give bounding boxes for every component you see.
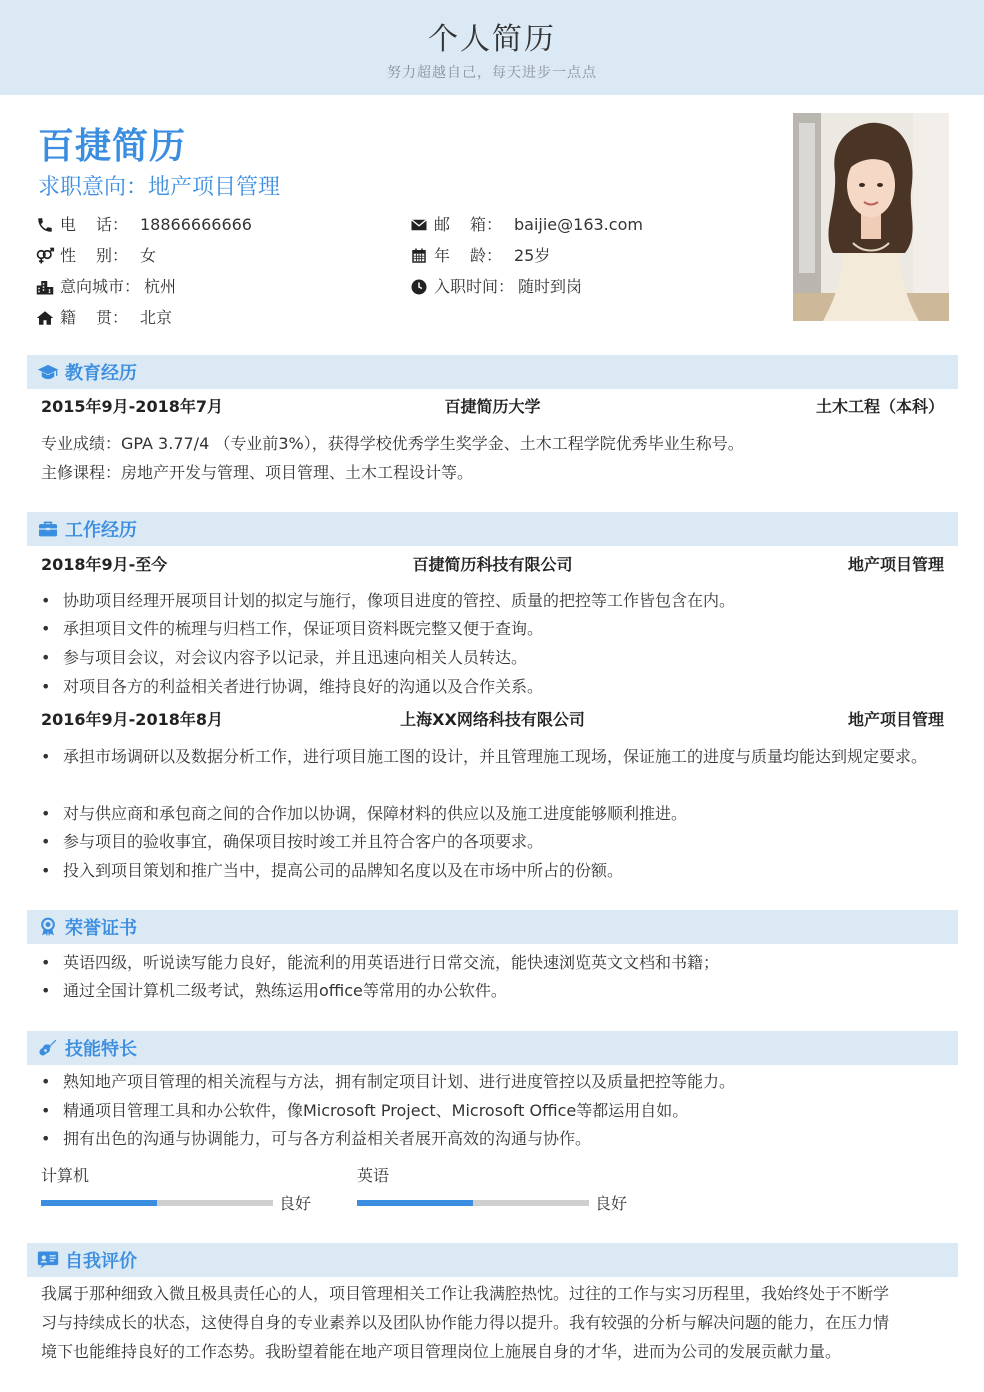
job-row xyxy=(41,708,944,732)
section-work-title: 工作经历 xyxy=(65,520,137,541)
info-age: 年 龄： 25岁 xyxy=(408,244,550,268)
section-self-header xyxy=(27,1243,958,1277)
section-skills-title: 技能特长 xyxy=(65,1039,137,1060)
skill-bar-fill xyxy=(357,1200,473,1206)
envelope-icon xyxy=(408,214,430,236)
skill-bar-fill xyxy=(41,1200,157,1206)
job-duty-item: • 参与项目的验收事宜，确保项目按时竣工并且符合客户的各项要求。 xyxy=(41,828,944,856)
skill-bar-label: 计算机 xyxy=(41,1166,90,1185)
job-company: 百捷简历科技有限公司 xyxy=(412,555,573,574)
phone-icon xyxy=(34,214,56,236)
job-duty-item: • 对项目各方的利益相关者进行协调，维持良好的沟通以及合作关系。 xyxy=(41,673,944,701)
city-value: 杭州 xyxy=(144,277,177,296)
section-honors-header xyxy=(27,910,958,944)
self-eval-line: 我属于那种细致入微且极具责任心的人，项目管理相关工作让我满腔热忱。过往的工作与实习历程里，我始终处于不断学 xyxy=(41,1284,890,1303)
start-value: 随时到岗 xyxy=(518,277,583,296)
skill-bar-track xyxy=(357,1200,589,1206)
education-line: 主修课程：房地产开发与管理、项目管理、土木工程设计等。 xyxy=(41,463,474,482)
graduation-cap-icon xyxy=(37,361,59,383)
candidate-name: 百捷简历 xyxy=(38,126,187,167)
resume-motto: 努力超越自己，每天进步一点点 xyxy=(387,65,597,81)
education-school: 百捷简历大学 xyxy=(444,397,541,416)
calendar-icon xyxy=(408,245,430,267)
briefcase-icon xyxy=(37,518,59,540)
info-start: 入职时间： 随时到岗 xyxy=(408,275,582,299)
email-value: baijie@163.com xyxy=(514,215,643,234)
job-intent: 求职意向：地产项目管理 xyxy=(38,175,281,200)
info-email: 邮 箱： baijie@163.com xyxy=(408,213,643,237)
job-duty-item: • 对与供应商和承包商之间的合作加以协调，保障材料的供应以及施工进度能够顺利推进。 xyxy=(41,800,944,828)
section-skills-header xyxy=(27,1031,958,1065)
resume-title: 个人简历 xyxy=(428,22,556,57)
honor-item: • 英语四级，听说读写能力良好，能流利的用英语进行日常交流，能快速浏览英文文档和书籍； xyxy=(41,949,944,977)
section-work-header xyxy=(27,512,958,546)
city-icon xyxy=(34,276,56,298)
profile-photo xyxy=(793,113,949,321)
section-education-header xyxy=(27,355,958,389)
clock-icon xyxy=(408,276,430,298)
info-gender: 性 别： 女 xyxy=(34,244,156,268)
job-duty-item: • 参与项目会议，对会议内容予以记录，并且迅速向相关人员转达。 xyxy=(41,644,944,672)
education-period: 2015年9月-2018年7月 xyxy=(41,397,223,416)
origin-value: 北京 xyxy=(140,308,173,327)
job-role: 地产项目管理 xyxy=(847,555,944,574)
gender-icon xyxy=(34,245,56,267)
gender-value: 女 xyxy=(140,246,157,265)
skill-item: • 精通项目管理工具和办公软件，像Microsoft Project、Microsoft Office等都运用自如。 xyxy=(41,1097,944,1125)
section-education-title: 教育经历 xyxy=(65,363,137,384)
age-value: 25岁 xyxy=(514,246,551,265)
education-row xyxy=(41,395,944,419)
info-phone: 电 话： 18866666666 xyxy=(34,213,252,237)
education-line: 专业成绩：GPA 3.77/4 （专业前3%），获得学校优秀学生奖学金、土木工程学院优秀毕业生称号。 xyxy=(41,434,744,453)
job-period: 2016年9月-2018年8月 xyxy=(41,710,223,729)
skill-bar-label: 英语 xyxy=(357,1166,390,1185)
self-eval-line: 境下也能维持良好的工作态势。我盼望着能在地产项目管理岗位上施展自身的才华，进而为公司的发展贡献力量。 xyxy=(41,1342,842,1361)
job-duty-item: • 承担市场调研以及数据分析工作，进行项目施工图的设计，并且管理施工现场，保证施工的进度与质量均能达到规定要求。 xyxy=(41,743,944,771)
job-company: 上海XX网络科技有限公司 xyxy=(400,710,585,729)
education-major: 土木工程（本科） xyxy=(815,397,944,416)
section-honors-title: 荣誉证书 xyxy=(65,918,137,939)
self-eval-line: 习与持续成长的状态，这使得自身的专业素养以及团队协作能力得以提升。我有较强的分析与解决问题的能力，在压力情 xyxy=(41,1313,890,1332)
home-icon xyxy=(34,307,56,329)
job-duty-item: • 承担项目文件的梳理与归档工作，保证项目资料既完整又便于查询。 xyxy=(41,615,944,643)
skill-bar-level: 良好 xyxy=(279,1194,312,1213)
skill-bar-track xyxy=(41,1200,273,1206)
info-city: 意向城市： 杭州 xyxy=(34,275,176,299)
job-period: 2018年9月-至今 xyxy=(41,555,168,574)
job-duty-item: • 协助项目经理开展项目计划的拟定与施行，像项目进度的管控、质量的把控等工作皆包含在内。 xyxy=(41,587,944,615)
honor-item: • 通过全国计算机二级考试，熟练运用office等常用的办公软件。 xyxy=(41,977,944,1005)
phone-value: 18866666666 xyxy=(140,215,252,234)
skill-item: • 熟知地产项目管理的相关流程与方法，拥有制定项目计划、进行进度管控以及质量把控等能力。 xyxy=(41,1068,944,1096)
top-banner xyxy=(0,0,984,95)
skill-item: • 拥有出色的沟通与协调能力，可与各方利益相关者展开高效的沟通与协作。 xyxy=(41,1125,944,1153)
job-duty-item: • 投入到项目策划和推广当中，提高公司的品牌知名度以及在市场中所占的份额。 xyxy=(41,857,944,885)
chat-icon xyxy=(37,1249,59,1271)
job-row xyxy=(41,553,944,577)
info-origin: 籍 贯： 北京 xyxy=(34,306,172,330)
job-role: 地产项目管理 xyxy=(847,710,944,729)
section-self-title: 自我评价 xyxy=(65,1251,137,1272)
award-icon xyxy=(37,916,59,938)
guitar-icon xyxy=(37,1037,59,1059)
skill-bar-level: 良好 xyxy=(595,1194,628,1213)
